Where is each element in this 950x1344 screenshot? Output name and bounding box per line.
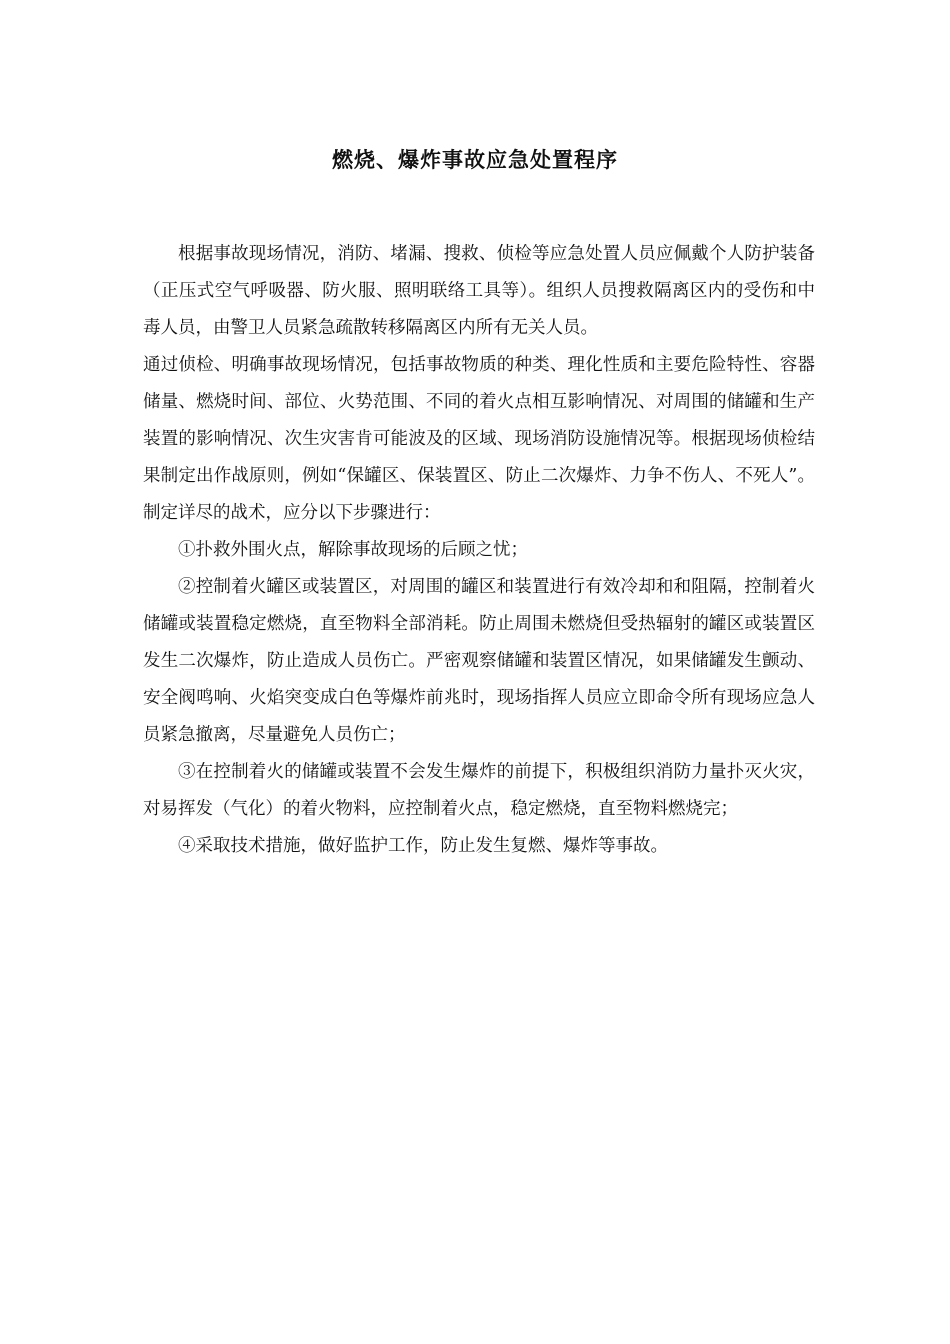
step-4-paragraph: ④采取技术措施，做好监护工作，防止发生复燃、爆炸等事故。: [178, 836, 668, 856]
step-1-paragraph: ①扑救外围火点，解除事故现场的后顾之忧；: [178, 540, 528, 560]
step-2-paragraph: ②控制着火罐区或装置区，对周围的罐区和装置进行有效冷却和和阻隔，控制着火储罐或装置稳定燃烧，直至物料全部消耗。防止周围未燃烧但受热辐射的罐区或装置区发生二次爆炸，防止造成人员伤亡。严密观察储罐和装置区情况，如果储罐发生颤动、安全阀鸣响、火焰突变成白色等爆炸前兆时，现场指挥人员应立即命令所有现场应急人员紧急撤离，尽量避免人员伤亡；: [143, 577, 815, 745]
document-body: [143, 236, 815, 865]
paragraph-protection: 根据事故现场情况，消防、堵漏、搜救、侦检等应急处置人员应佩戴个人防护装备（正压式空气呼吸器、防火服、照明联络工具等）。组织人员搜救隔离区内的受伤和中毒人员，由警卫人员紧急疏散转移隔离区内所有无关人员。: [143, 244, 815, 338]
step-3-paragraph: ③在控制着火的储罐或装置不会发生爆炸的前提下，积极组织消防力量扑灭火灾，对易挥发（气化）的着火物料，应控制着火点，稳定燃烧，直至物料燃烧完；: [143, 762, 815, 819]
document-title: 燃烧、爆炸事故应急处置程序: [332, 148, 618, 172]
paragraph-reconnaissance: 通过侦检、明确事故现场情况，包括事故物质的种类、理化性质和主要危险特性、容器储量、燃烧时间、部位、火势范围、不同的着火点相互影响情况、对周围的储罐和生产装置的影响情况、次生灾害肯可能波及的区域、现场消防设施情况等。根据现场侦检结果制定出作战原则，例如“保罐区、保装置区、防止二次爆炸、力争不伤人、不死人”。制定详尽的战术，应分以下步骤进行：: [143, 355, 815, 523]
